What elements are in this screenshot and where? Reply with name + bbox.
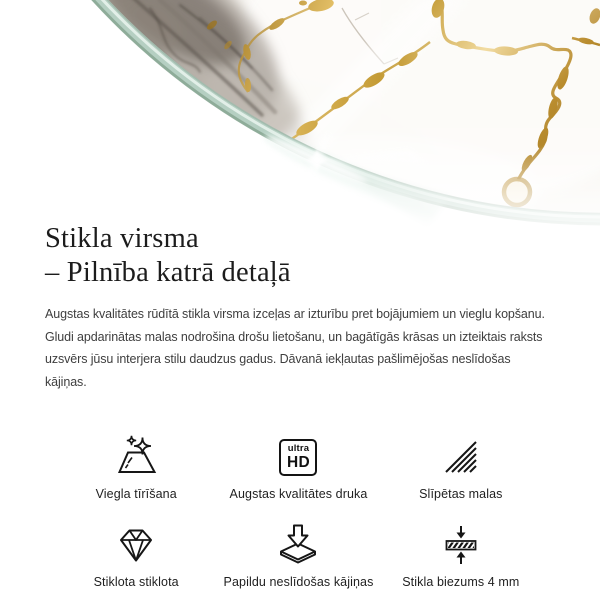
page-title-line2: – Pilnība katrā detaļā	[45, 257, 291, 288]
ultra-hd-icon	[279, 435, 317, 479]
non-slip-feet-icon	[276, 523, 320, 567]
product-description-text: Augstas kvalitātes rūdītā stikla virsma izceļas ar izturību pret bojājumiem un vieglu kopšanu. Gludi apdarinātas malas nodrošina drošu lietošanu, un bagātīgās krāsas un izteiktais raksts uzsvērs jūsu interjera stilu daudzus gadus. Dāvanā iekļautas pašlimējošas neslīdošas kājiņas.	[45, 307, 545, 389]
feature-non-slip-feet	[217, 523, 379, 589]
feature-label: Stikla biezums 4 mm	[402, 575, 520, 589]
ultra-hd-badge-top: ultra	[287, 443, 310, 454]
ultra-hd-badge-bottom: HD	[286, 453, 310, 471]
feature-grid	[55, 435, 542, 589]
page-title-line1: Stikla virsma	[45, 223, 199, 254]
feature-ultra-hd-print	[217, 435, 379, 501]
glass-thickness-icon	[439, 523, 483, 567]
beveled-edge-icon	[439, 435, 483, 479]
feature-label: Augstas kvalitātes druka	[229, 487, 368, 501]
easy-cleaning-sparkle-icon	[114, 435, 158, 479]
feature-glass-thickness	[380, 523, 542, 589]
feature-label: Viegla tīrīšana	[95, 487, 177, 501]
page-title	[45, 222, 552, 290]
feature-glass-quality	[55, 523, 217, 589]
diamond-icon	[114, 523, 158, 567]
feature-label: Stiklota stiklota	[93, 575, 179, 589]
feature-easy-cleaning	[55, 435, 217, 501]
feature-label: Slīpētas malas	[419, 487, 503, 501]
feature-beveled-edges	[380, 435, 542, 501]
feature-label: Papildu neslīdošas kājiņas	[223, 575, 374, 589]
